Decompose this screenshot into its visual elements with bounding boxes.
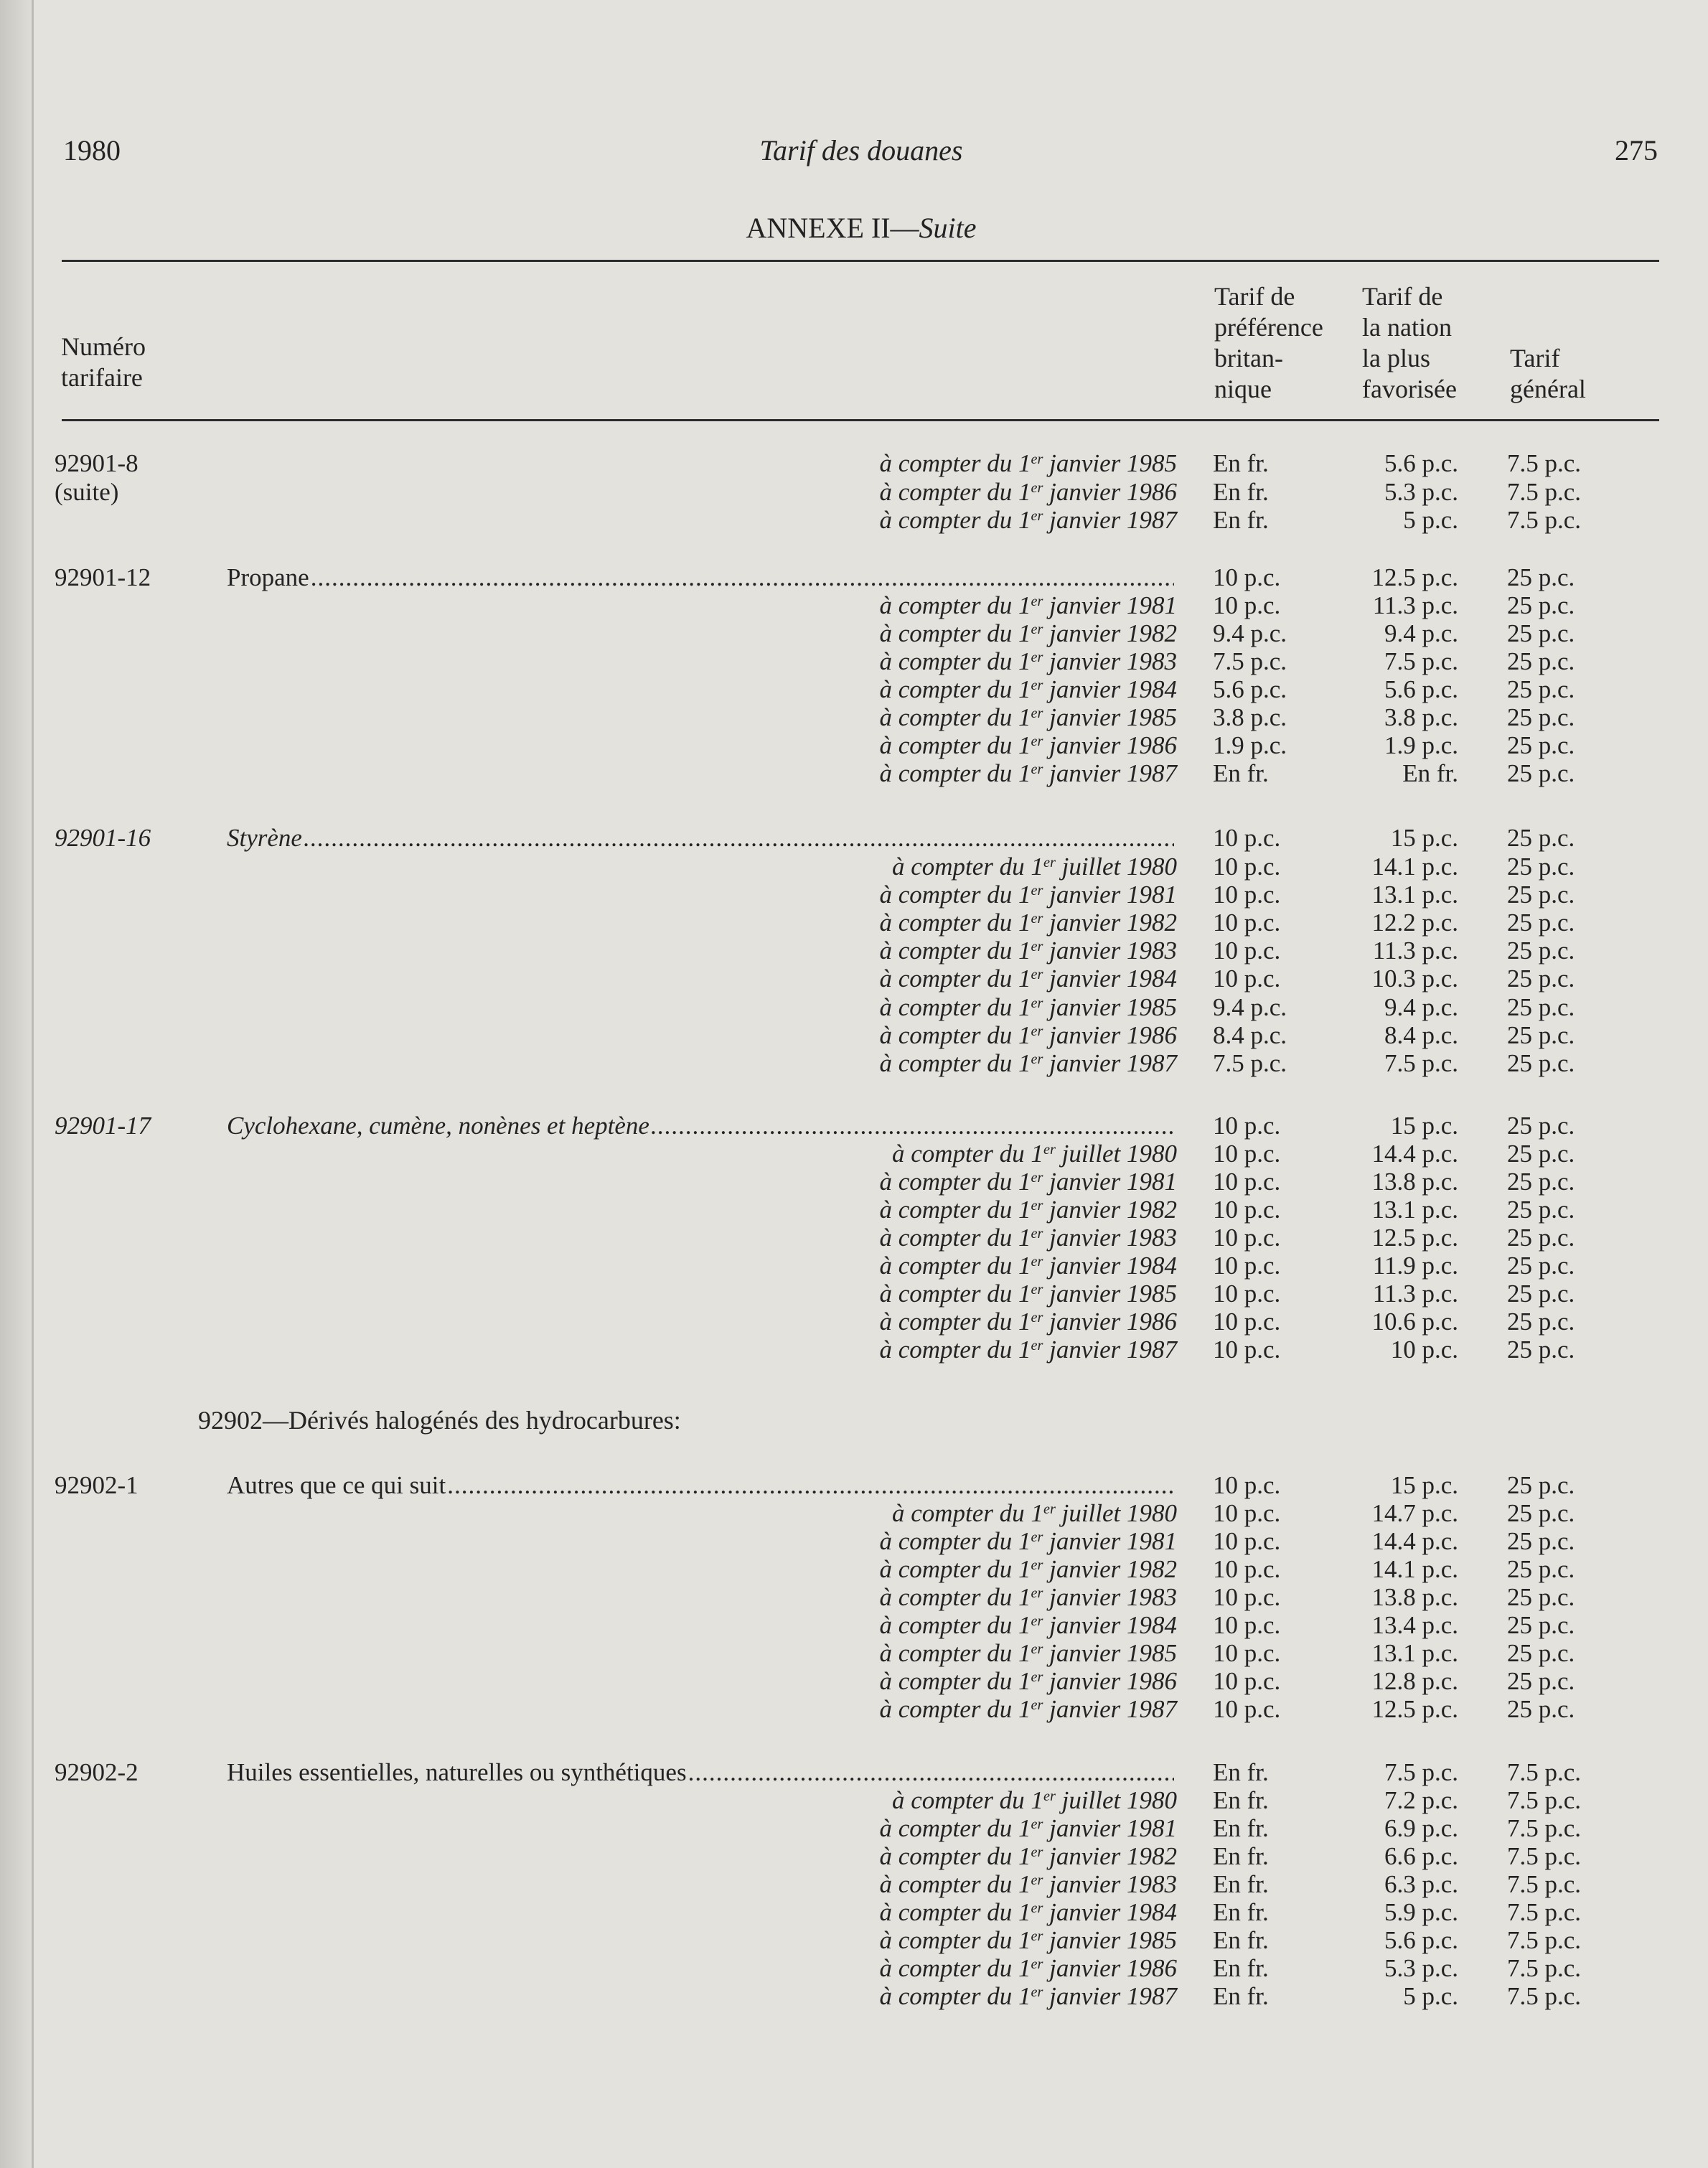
column-header-line: Numéro xyxy=(61,332,146,361)
british-preferential-rate: 1.9 p.c. xyxy=(1213,731,1287,759)
column-header-line: britan- xyxy=(1214,344,1283,372)
effective-date: à compter du 1er janvier 1984 xyxy=(879,675,1177,703)
most-favoured-rate: 11.3 p.c. xyxy=(1372,937,1458,965)
table-row xyxy=(0,1695,1708,1724)
british-preferential-rate: En fr. xyxy=(1213,449,1269,477)
most-favoured-rate: 5.6 p.c. xyxy=(1384,1926,1458,1954)
table-row xyxy=(0,703,1708,732)
effective-date: à compter du 1er janvier 1985 xyxy=(879,993,1177,1021)
british-preferential-rate: 10 p.c. xyxy=(1213,1583,1281,1611)
british-preferential-rate: 10 p.c. xyxy=(1213,881,1281,909)
annex-main: ANNEXE II— xyxy=(746,212,919,244)
most-favoured-rate: 13.4 p.c. xyxy=(1371,1611,1458,1639)
general-rate: 25 p.c. xyxy=(1507,993,1575,1021)
british-preferential-rate: 10 p.c. xyxy=(1213,1308,1281,1336)
table-row xyxy=(0,1049,1708,1078)
general-rate: 25 p.c. xyxy=(1507,1308,1575,1336)
column-header-line: nique xyxy=(1214,375,1272,403)
general-rate: 7.5 p.c. xyxy=(1507,1870,1582,1898)
general-rate: 25 p.c. xyxy=(1507,1499,1575,1527)
table-row xyxy=(0,1021,1708,1050)
table-row xyxy=(0,1112,1708,1140)
most-favoured-rate: 5.6 p.c. xyxy=(1384,449,1458,477)
effective-date: à compter du 1er janvier 1983 xyxy=(879,937,1177,965)
british-preferential-rate: 10 p.c. xyxy=(1213,1252,1281,1280)
table-row xyxy=(0,1527,1708,1556)
dot-leader xyxy=(311,563,1174,592)
most-favoured-rate: 14.1 p.c. xyxy=(1371,1555,1458,1583)
table-row xyxy=(0,1224,1708,1252)
effective-date: à compter du 1er janvier 1987 xyxy=(879,1695,1177,1723)
general-rate: 25 p.c. xyxy=(1507,1639,1575,1667)
most-favoured-rate: 5 p.c. xyxy=(1403,1982,1458,2010)
british-preferential-rate: 10 p.c. xyxy=(1213,1555,1281,1583)
british-preferential-rate: En fr. xyxy=(1213,1898,1269,1926)
most-favoured-rate: 6.9 p.c. xyxy=(1384,1814,1458,1842)
most-favoured-rate: 9.4 p.c. xyxy=(1384,619,1458,647)
table-row xyxy=(0,1954,1708,1983)
column-header-general xyxy=(1510,343,1586,405)
british-preferential-rate: 10 p.c. xyxy=(1213,1336,1281,1364)
british-preferential-rate: En fr. xyxy=(1213,1870,1269,1898)
column-header-line: général xyxy=(1510,375,1586,403)
most-favoured-rate: 11.9 p.c. xyxy=(1372,1252,1458,1280)
effective-date: à compter du 1er janvier 1981 xyxy=(879,1168,1177,1196)
table-row xyxy=(0,1280,1708,1308)
general-rate: 7.5 p.c. xyxy=(1507,449,1582,477)
table-row xyxy=(0,1926,1708,1955)
most-favoured-rate: 7.2 p.c. xyxy=(1384,1786,1458,1814)
table-row xyxy=(0,1252,1708,1280)
most-favoured-rate: 11.3 p.c. xyxy=(1372,1280,1458,1308)
effective-date: à compter du 1er janvier 1986 xyxy=(879,1021,1177,1049)
british-preferential-rate: En fr. xyxy=(1213,759,1269,787)
british-preferential-rate: 10 p.c. xyxy=(1213,1527,1281,1555)
item-description: Huiles essentielles, naturelles ou synthétiques ..... xyxy=(227,1758,1174,1787)
british-preferential-rate: 10 p.c. xyxy=(1213,1140,1281,1168)
general-rate: 25 p.c. xyxy=(1507,937,1575,965)
effective-date: à compter du 1er janvier 1987 xyxy=(879,1049,1177,1077)
effective-date: à compter du 1er janvier 1985 xyxy=(879,703,1177,731)
british-preferential-rate: 10 p.c. xyxy=(1213,1611,1281,1639)
most-favoured-rate: 13.8 p.c. xyxy=(1371,1583,1458,1611)
most-favoured-rate: 5 p.c. xyxy=(1403,506,1458,534)
dot-leader xyxy=(447,1471,1174,1500)
effective-date: à compter du 1er janvier 1982 xyxy=(879,1196,1177,1224)
general-rate: 25 p.c. xyxy=(1507,647,1575,675)
table-row xyxy=(0,1308,1708,1336)
british-preferential-rate: 10 p.c. xyxy=(1213,824,1281,852)
effective-date: à compter du 1er janvier 1985 xyxy=(879,1280,1177,1308)
most-favoured-rate: 12.5 p.c. xyxy=(1371,563,1458,591)
most-favoured-rate: 1.9 p.c. xyxy=(1384,731,1458,759)
general-rate: 7.5 p.c. xyxy=(1507,1982,1582,2010)
column-header-most-favoured-nation xyxy=(1362,281,1457,405)
effective-date: à compter du 1er janvier 1987 xyxy=(879,1982,1177,2010)
table-row xyxy=(0,1499,1708,1528)
item-description: Propane ..... xyxy=(227,563,1174,592)
dot-leader xyxy=(688,1758,1174,1787)
header-year: 1980 xyxy=(63,134,121,166)
british-preferential-rate: En fr. xyxy=(1213,1982,1269,2010)
column-header-line: Tarif de xyxy=(1214,282,1295,311)
general-rate: 25 p.c. xyxy=(1507,1527,1575,1555)
general-rate: 25 p.c. xyxy=(1507,1021,1575,1049)
most-favoured-rate: 3.8 p.c. xyxy=(1384,703,1458,731)
general-rate: 25 p.c. xyxy=(1507,759,1575,787)
table-row xyxy=(0,675,1708,704)
british-preferential-rate: 10 p.c. xyxy=(1213,591,1281,619)
general-rate: 7.5 p.c. xyxy=(1507,1954,1582,1982)
most-favoured-rate: 7.5 p.c. xyxy=(1384,647,1458,675)
british-preferential-rate: 10 p.c. xyxy=(1213,937,1281,965)
british-preferential-rate: En fr. xyxy=(1213,1758,1269,1786)
effective-date: à compter du 1er janvier 1987 xyxy=(879,759,1177,787)
general-rate: 7.5 p.c. xyxy=(1507,1786,1582,1814)
british-preferential-rate: 8.4 p.c. xyxy=(1213,1021,1287,1049)
british-preferential-rate: 10 p.c. xyxy=(1213,853,1281,881)
table-row xyxy=(0,1870,1708,1899)
tariff-number: 92901-17 xyxy=(55,1112,151,1140)
british-preferential-rate: 10 p.c. xyxy=(1213,1196,1281,1224)
british-preferential-rate: 10 p.c. xyxy=(1213,909,1281,937)
general-rate: 25 p.c. xyxy=(1507,909,1575,937)
table-row xyxy=(0,1842,1708,1871)
column-header-line: préférence xyxy=(1214,313,1323,342)
tariff-number: 92901-12 xyxy=(55,563,151,591)
british-preferential-rate: En fr. xyxy=(1213,1954,1269,1982)
general-rate: 25 p.c. xyxy=(1507,1168,1575,1196)
most-favoured-rate: 14.7 p.c. xyxy=(1371,1499,1458,1527)
british-preferential-rate: En fr. xyxy=(1213,478,1269,506)
most-favoured-rate: 13.1 p.c. xyxy=(1371,1196,1458,1224)
effective-date: à compter du 1er janvier 1986 xyxy=(879,1308,1177,1336)
general-rate: 25 p.c. xyxy=(1507,1112,1575,1140)
most-favoured-rate: 14.4 p.c. xyxy=(1371,1527,1458,1555)
table-row xyxy=(0,1786,1708,1815)
most-favoured-rate: 14.4 p.c. xyxy=(1371,1140,1458,1168)
general-rate: 25 p.c. xyxy=(1507,619,1575,647)
general-rate: 25 p.c. xyxy=(1507,675,1575,703)
most-favoured-rate: 10.6 p.c. xyxy=(1371,1308,1458,1336)
table-row xyxy=(0,619,1708,648)
effective-date: à compter du 1er janvier 1982 xyxy=(879,619,1177,647)
effective-date: à compter du 1er janvier 1983 xyxy=(879,647,1177,675)
tariff-number: 92902-2 xyxy=(55,1758,139,1786)
general-rate: 25 p.c. xyxy=(1507,1611,1575,1639)
effective-date: à compter du 1er janvier 1984 xyxy=(879,1898,1177,1926)
general-rate: 25 p.c. xyxy=(1507,1196,1575,1224)
table-row xyxy=(0,759,1708,788)
most-favoured-rate: 8.4 p.c. xyxy=(1384,1021,1458,1049)
british-preferential-rate: 10 p.c. xyxy=(1213,1112,1281,1140)
effective-date: à compter du 1er janvier 1983 xyxy=(879,1224,1177,1252)
general-rate: 25 p.c. xyxy=(1507,1252,1575,1280)
general-rate: 25 p.c. xyxy=(1507,1583,1575,1611)
british-preferential-rate: 10 p.c. xyxy=(1213,1695,1281,1723)
table-row xyxy=(0,1140,1708,1168)
general-rate: 25 p.c. xyxy=(1507,563,1575,591)
dot-leader xyxy=(304,824,1174,853)
general-rate: 25 p.c. xyxy=(1507,824,1575,852)
most-favoured-rate: 9.4 p.c. xyxy=(1384,993,1458,1021)
most-favoured-rate: 5.9 p.c. xyxy=(1384,1898,1458,1926)
most-favoured-rate: 13.1 p.c. xyxy=(1371,1639,1458,1667)
effective-date: à compter du 1er janvier 1983 xyxy=(879,1583,1177,1611)
british-preferential-rate: 10 p.c. xyxy=(1213,563,1281,591)
column-header-line: la nation xyxy=(1362,313,1452,342)
most-favoured-rate: 7.5 p.c. xyxy=(1384,1049,1458,1077)
effective-date: à compter du 1er janvier 1982 xyxy=(879,909,1177,937)
effective-date: à compter du 1er janvier 1986 xyxy=(879,1667,1177,1695)
table-row xyxy=(0,1611,1708,1640)
effective-date: à compter du 1er janvier 1984 xyxy=(879,1611,1177,1639)
general-rate: 7.5 p.c. xyxy=(1507,1842,1582,1870)
tariff-number: 92902-1 xyxy=(55,1471,139,1499)
british-preferential-rate: 10 p.c. xyxy=(1213,1280,1281,1308)
general-rate: 7.5 p.c. xyxy=(1507,1758,1582,1786)
column-header-line: favorisée xyxy=(1362,375,1457,403)
table-row xyxy=(0,731,1708,760)
general-rate: 25 p.c. xyxy=(1507,703,1575,731)
item-description: Styrène ..... xyxy=(227,824,1174,853)
table-row xyxy=(0,1667,1708,1696)
general-rate: 25 p.c. xyxy=(1507,1049,1575,1077)
effective-date: à compter du 1er janvier 1985 xyxy=(879,1639,1177,1667)
table-row xyxy=(0,1814,1708,1843)
effective-date: à compter du 1er janvier 1981 xyxy=(879,881,1177,909)
general-rate: 25 p.c. xyxy=(1507,731,1575,759)
general-rate: 25 p.c. xyxy=(1507,1224,1575,1252)
british-preferential-rate: 10 p.c. xyxy=(1213,1168,1281,1196)
general-rate: 7.5 p.c. xyxy=(1507,1814,1582,1842)
british-preferential-rate: En fr. xyxy=(1213,506,1269,534)
table-row xyxy=(0,1639,1708,1668)
tariff-number: (suite) xyxy=(55,478,119,506)
table-row xyxy=(0,881,1708,909)
effective-date: à compter du 1er juillet 1980 xyxy=(891,1499,1177,1527)
column-header-british-preferential xyxy=(1214,281,1323,405)
table-row xyxy=(0,563,1708,592)
effective-date: à compter du 1er juillet 1980 xyxy=(891,1786,1177,1814)
effective-date: à compter du 1er janvier 1981 xyxy=(879,1527,1177,1555)
most-favoured-rate: 13.8 p.c. xyxy=(1371,1168,1458,1196)
table-row xyxy=(0,853,1708,881)
annex-suffix: Suite xyxy=(919,212,977,244)
effective-date: à compter du 1er janvier 1984 xyxy=(879,1252,1177,1280)
most-favoured-rate: 5.3 p.c. xyxy=(1384,1954,1458,1982)
general-rate: 25 p.c. xyxy=(1507,1667,1575,1695)
effective-date: à compter du 1er janvier 1986 xyxy=(879,1954,1177,1982)
general-rate: 25 p.c. xyxy=(1507,591,1575,619)
most-favoured-rate: 6.6 p.c. xyxy=(1384,1842,1458,1870)
most-favoured-rate: 5.6 p.c. xyxy=(1384,675,1458,703)
british-preferential-rate: En fr. xyxy=(1213,1842,1269,1870)
table-row xyxy=(0,1471,1708,1500)
table-row xyxy=(0,647,1708,676)
most-favoured-rate: 12.8 p.c. xyxy=(1371,1667,1458,1695)
most-favoured-rate: 12.2 p.c. xyxy=(1371,909,1458,937)
general-rate: 25 p.c. xyxy=(1507,1140,1575,1168)
table-row xyxy=(0,993,1708,1022)
effective-date: à compter du 1er janvier 1986 xyxy=(879,731,1177,759)
effective-date: à compter du 1er janvier 1982 xyxy=(879,1842,1177,1870)
effective-date: à compter du 1er janvier 1986 xyxy=(879,478,1177,506)
header-top-rule xyxy=(62,260,1659,262)
effective-date: à compter du 1er janvier 1983 xyxy=(879,1870,1177,1898)
effective-date: à compter du 1er janvier 1987 xyxy=(879,1336,1177,1364)
column-header-line: Tarif de xyxy=(1362,282,1443,311)
annex-title xyxy=(0,211,1708,245)
table-row xyxy=(0,449,1708,478)
most-favoured-rate: 14.1 p.c. xyxy=(1371,853,1458,881)
british-preferential-rate: 10 p.c. xyxy=(1213,1224,1281,1252)
british-preferential-rate: En fr. xyxy=(1213,1786,1269,1814)
british-preferential-rate: 5.6 p.c. xyxy=(1213,675,1287,703)
most-favoured-rate: 13.1 p.c. xyxy=(1371,881,1458,909)
general-rate: 25 p.c. xyxy=(1507,1555,1575,1583)
most-favoured-rate: 15 p.c. xyxy=(1390,1112,1458,1140)
british-preferential-rate: 10 p.c. xyxy=(1213,1471,1281,1499)
effective-date: à compter du 1er janvier 1985 xyxy=(879,449,1177,477)
table-row xyxy=(0,591,1708,620)
column-header-line: Tarif xyxy=(1510,344,1560,372)
british-preferential-rate: En fr. xyxy=(1213,1814,1269,1842)
most-favoured-rate: 12.5 p.c. xyxy=(1371,1224,1458,1252)
table-row xyxy=(0,1583,1708,1612)
table-row xyxy=(0,937,1708,965)
section-subheading: 92902—Dérivés halogénés des hydrocarbures: xyxy=(198,1406,681,1435)
table-row xyxy=(0,1898,1708,1927)
most-favoured-rate: 15 p.c. xyxy=(1390,1471,1458,1499)
table-row xyxy=(0,1982,1708,2011)
general-rate: 25 p.c. xyxy=(1507,1280,1575,1308)
header-title: Tarif des douanes xyxy=(759,134,963,166)
british-preferential-rate: 3.8 p.c. xyxy=(1213,703,1287,731)
general-rate: 25 p.c. xyxy=(1507,1471,1575,1499)
table-row xyxy=(0,1555,1708,1584)
table-row xyxy=(0,1196,1708,1224)
effective-date: à compter du 1er janvier 1984 xyxy=(879,965,1177,993)
british-preferential-rate: En fr. xyxy=(1213,1926,1269,1954)
effective-date: à compter du 1er janvier 1982 xyxy=(879,1555,1177,1583)
british-preferential-rate: 10 p.c. xyxy=(1213,1499,1281,1527)
column-header-line: tarifaire xyxy=(61,363,143,392)
effective-date: à compter du 1er juillet 1980 xyxy=(891,1140,1177,1168)
tariff-number: 92901-16 xyxy=(55,824,151,852)
british-preferential-rate: 10 p.c. xyxy=(1213,1639,1281,1667)
table-row xyxy=(0,506,1708,535)
column-header-tariff-number xyxy=(61,332,146,393)
effective-date: à compter du 1er janvier 1985 xyxy=(879,1926,1177,1954)
item-description: Autres que ce qui suit ..... xyxy=(227,1471,1174,1500)
tariff-number: 92901-8 xyxy=(55,449,139,477)
general-rate: 25 p.c. xyxy=(1507,1695,1575,1723)
dot-leader xyxy=(651,1112,1174,1140)
table-row xyxy=(0,478,1708,507)
most-favoured-rate: 10.3 p.c. xyxy=(1371,965,1458,993)
table-row xyxy=(0,1336,1708,1364)
table-row xyxy=(0,824,1708,853)
most-favoured-rate: 11.3 p.c. xyxy=(1372,591,1458,619)
table-row xyxy=(0,909,1708,937)
table-row xyxy=(0,965,1708,993)
effective-date: à compter du 1er janvier 1981 xyxy=(879,591,1177,619)
most-favoured-rate: 15 p.c. xyxy=(1390,824,1458,852)
effective-date: à compter du 1er juillet 1980 xyxy=(891,853,1177,881)
most-favoured-rate: En fr. xyxy=(1402,759,1458,787)
general-rate: 7.5 p.c. xyxy=(1507,506,1582,534)
most-favoured-rate: 5.3 p.c. xyxy=(1384,478,1458,506)
table-row xyxy=(0,1758,1708,1787)
most-favoured-rate: 7.5 p.c. xyxy=(1384,1758,1458,1786)
british-preferential-rate: 10 p.c. xyxy=(1213,965,1281,993)
header-bottom-rule xyxy=(62,419,1659,421)
british-preferential-rate: 9.4 p.c. xyxy=(1213,619,1287,647)
general-rate: 25 p.c. xyxy=(1507,1336,1575,1364)
british-preferential-rate: 9.4 p.c. xyxy=(1213,993,1287,1021)
effective-date: à compter du 1er janvier 1981 xyxy=(879,1814,1177,1842)
most-favoured-rate: 10 p.c. xyxy=(1390,1336,1458,1364)
general-rate: 7.5 p.c. xyxy=(1507,1926,1582,1954)
effective-date: à compter du 1er janvier 1987 xyxy=(879,506,1177,534)
general-rate: 7.5 p.c. xyxy=(1507,1898,1582,1926)
general-rate: 25 p.c. xyxy=(1507,881,1575,909)
general-rate: 25 p.c. xyxy=(1507,965,1575,993)
page-number: 275 xyxy=(1615,134,1658,166)
most-favoured-rate: 12.5 p.c. xyxy=(1371,1695,1458,1723)
general-rate: 25 p.c. xyxy=(1507,853,1575,881)
british-preferential-rate: 10 p.c. xyxy=(1213,1667,1281,1695)
table-row xyxy=(0,1168,1708,1196)
british-preferential-rate: 7.5 p.c. xyxy=(1213,1049,1287,1077)
most-favoured-rate: 6.3 p.c. xyxy=(1384,1870,1458,1898)
item-description: Cyclohexane, cumène, nonènes et heptène ..... xyxy=(227,1112,1174,1140)
general-rate: 7.5 p.c. xyxy=(1507,478,1582,506)
british-preferential-rate: 7.5 p.c. xyxy=(1213,647,1287,675)
column-header-line: la plus xyxy=(1362,344,1430,372)
